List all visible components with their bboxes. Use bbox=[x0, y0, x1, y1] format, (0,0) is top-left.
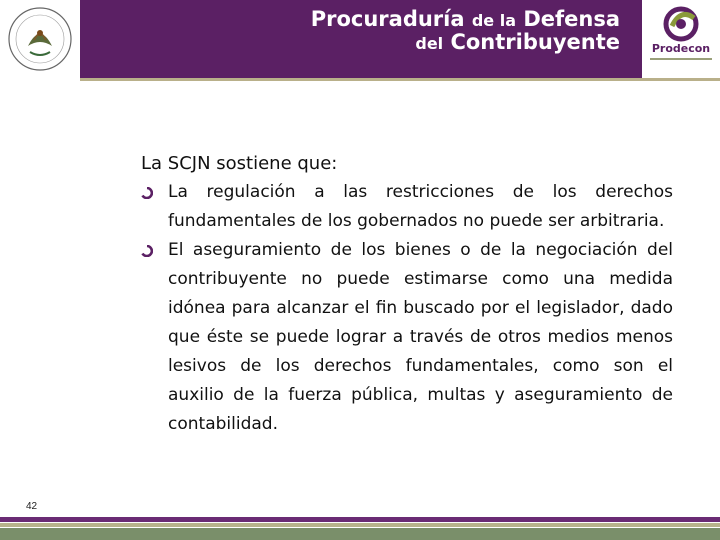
slide-header bbox=[0, 0, 720, 82]
eagle-seal-icon bbox=[0, 0, 80, 78]
bullet-icon bbox=[141, 245, 153, 257]
page-number: 42 bbox=[26, 501, 38, 512]
header-band bbox=[80, 0, 642, 78]
prodecon-emblem-icon bbox=[642, 0, 720, 42]
slide-body bbox=[141, 149, 673, 439]
title-word-defensa: Defensa bbox=[523, 7, 620, 31]
title-word-del: del bbox=[415, 34, 444, 54]
footer-stripe-tan bbox=[0, 523, 720, 527]
footer-stripe-purple bbox=[0, 517, 720, 522]
title-word-contribuyente: Contribuyente bbox=[450, 30, 620, 55]
title-word-de-la: de la bbox=[471, 11, 516, 30]
bullet-item bbox=[141, 236, 673, 439]
footer-stripe-green bbox=[0, 528, 720, 540]
prodecon-logo-text: Prodecon bbox=[651, 42, 711, 55]
bullet-text: El aseguramiento de los bienes o de la negociación del contribuyente no puede estimarse como una medida idónea para alcanzar el fin buscado por el legislador, dado que éste se puede lograr a través de otros medios menos lesivos de los derechos fundamentales, como son el auxilio de la fuerza pública, multas y aseguramiento de contabilidad. bbox=[168, 240, 673, 434]
prodecon-logo bbox=[642, 0, 720, 78]
bullet-text: La regulación a las restricciones de los derechos fundamentales de los gobernados no puede ser arbitraria. bbox=[168, 182, 673, 231]
bullet-item bbox=[141, 178, 673, 236]
bullet-icon bbox=[141, 187, 153, 199]
body-heading: La SCJN sostiene que: bbox=[141, 153, 338, 174]
logo-underline bbox=[650, 58, 712, 60]
mexico-coat-of-arms-logo bbox=[0, 0, 80, 78]
institution-title bbox=[311, 8, 620, 54]
header-divider bbox=[80, 78, 720, 81]
title-word-procuraduria: Procuraduría bbox=[310, 7, 465, 31]
